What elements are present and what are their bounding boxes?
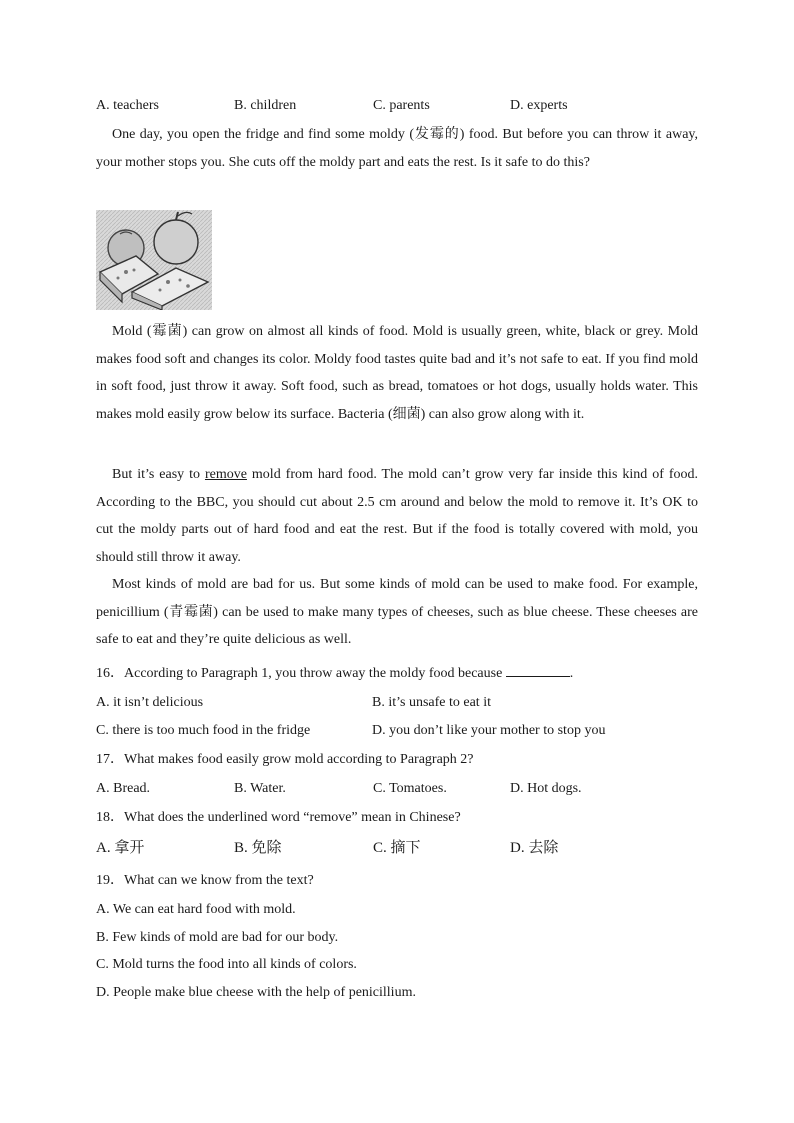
paragraph-4-text: Most kinds of mold are bad for us. But some kinds of mold can be used to make food. For example, penicillium (青霉菌) can be used to make many types of cheeses, such as blue cheese. These cheeses are safe to eat and they’re quite delicious as well. xyxy=(96,577,698,648)
prev-option-d: D. experts xyxy=(510,98,568,113)
prev-option-c: C. parents xyxy=(373,98,430,113)
prev-option-a: A. teachers xyxy=(96,98,159,113)
q16-option-a: A. it isn’t delicious xyxy=(96,695,204,710)
q19-option-b: B. Few kinds of mold are bad for our body. xyxy=(96,930,339,945)
q17-option-b: B. Water. xyxy=(234,781,286,796)
question-18-stem: 18．What does the underlined word “remove” mean in Chinese? xyxy=(96,810,461,825)
answer-blank xyxy=(506,664,570,677)
moldy-food-illustration xyxy=(96,210,212,310)
passage-paragraph-1 xyxy=(96,121,698,176)
q16-option-b: B. it’s unsafe to eat it xyxy=(372,695,491,710)
passage-paragraph-3 xyxy=(96,461,698,572)
passage-paragraph-4 xyxy=(96,571,698,654)
q19-option-d: D. People make blue cheese with the help of penicillium. xyxy=(96,985,416,1000)
question-18 xyxy=(96,809,461,827)
q18-option-b: B. 免除 xyxy=(234,840,282,856)
q17-option-c: C. Tomatoes. xyxy=(373,781,447,796)
passage-paragraph-2 xyxy=(96,318,698,429)
question-19-stem: 19．What can we know from the text? xyxy=(96,873,314,888)
question-16-stem: 16．According to Paragraph 1, you throw away the moldy food because xyxy=(96,666,503,681)
prev-option-b: B. children xyxy=(234,98,297,113)
question-17-stem: 17．What makes food easily grow mold according to Paragraph 2? xyxy=(96,752,474,767)
paragraph-2-text: Mold (霉菌) can grow on almost all kinds of food. Mold is usually green, white, black or grey. Mold makes food soft and changes its color. Moldy food tastes quite bad and it’s not safe to eat. If you find mold in soft food, just throw it away. Soft food, such as bread, tomatoes or hot dogs, usually holds water. This makes mold easily grow below its surface. Bacteria (细菌) can also grow along with it. xyxy=(96,324,698,423)
question-19 xyxy=(96,872,314,890)
paragraph-3-after: mold from hard food. The mold can’t grow very far inside this kind of food. According to the BBC, you should cut about 2.5 cm around and below the mold to remove it. It’s OK to cut the moldy parts out of hard food and eat the rest. But if the food is totally covered with mold, you should still throw it away. xyxy=(96,467,698,566)
paragraph-3-text xyxy=(96,461,698,572)
paragraph-3-before: But it’s easy to xyxy=(112,467,205,482)
paragraph-1-text: One day, you open the fridge and find some moldy (发霉的) food. But before you can throw it away, your mother stops you. She cuts off the moldy part and eats the rest. Is it safe to do this? xyxy=(96,127,698,170)
q18-option-a: A. 拿开 xyxy=(96,840,145,856)
q18-option-c: C. 摘下 xyxy=(373,840,421,856)
q18-option-d: D. 去除 xyxy=(510,840,559,856)
q16-option-d: D. you don’t like your mother to stop you xyxy=(372,723,606,738)
q16-option-c: C. there is too much food in the fridge xyxy=(96,723,311,738)
q19-option-a: A. We can eat hard food with mold. xyxy=(96,902,296,917)
q19-option-c: C. Mold turns the food into all kinds of colors. xyxy=(96,957,357,972)
q17-option-d: D. Hot dogs. xyxy=(510,781,582,796)
question-17 xyxy=(96,751,474,769)
q17-option-a: A. Bread. xyxy=(96,781,151,796)
question-16 xyxy=(96,664,573,683)
underlined-word-remove: remove xyxy=(204,467,247,482)
question-16-stem-end: . xyxy=(569,666,574,681)
